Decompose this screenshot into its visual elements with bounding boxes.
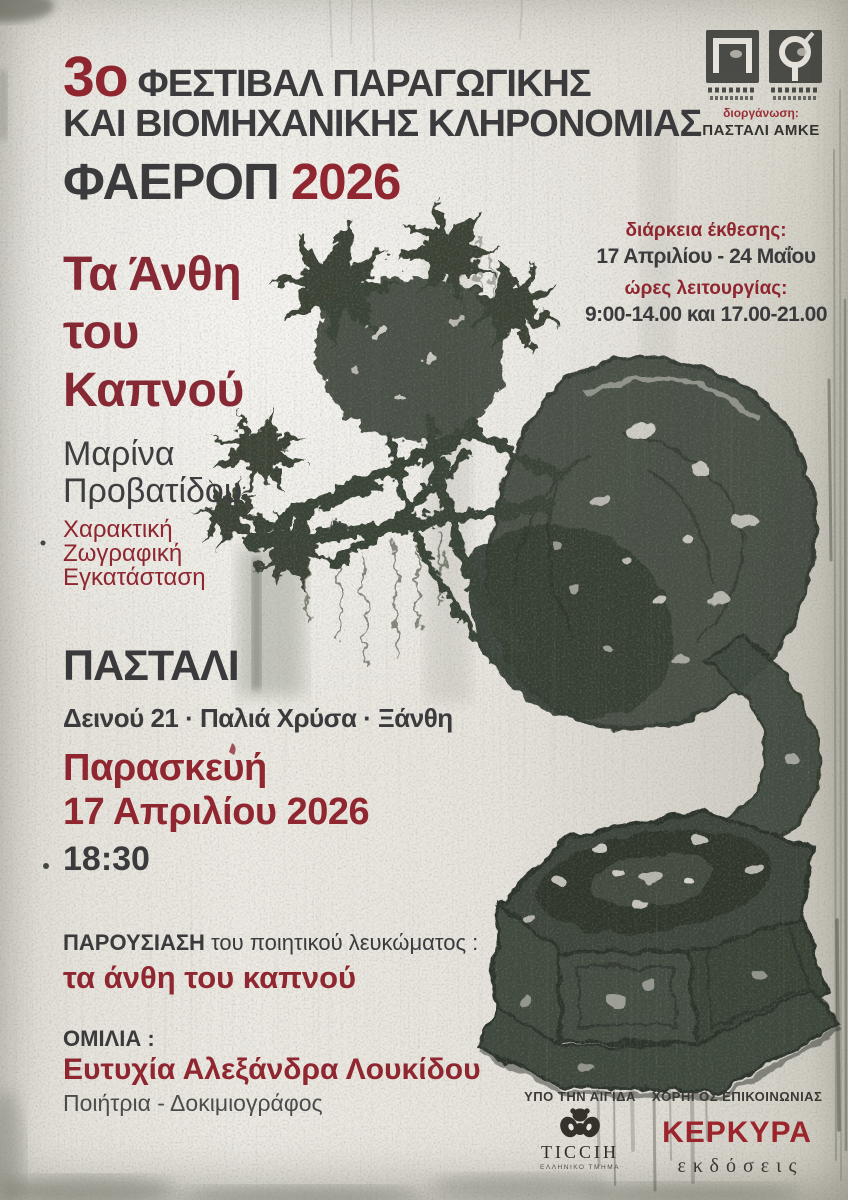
- presentation-label-strong: ΠΑΡΟΥΣΙΑΣΗ: [63, 930, 205, 955]
- speaker-role: Ποιήτρια - Δοκιμιογράφος: [63, 1090, 323, 1116]
- festival-title-line2: ΚΑΙ ΒΙΟΜΗΧΑΝΙΚΗΣ ΚΛΗΡΟΝΟΜΙΑΣ: [63, 103, 702, 145]
- festival-number: 3ο: [63, 45, 128, 109]
- event-date: 17 Απριλίου 2026: [63, 791, 370, 833]
- artwork-title-line: του: [63, 306, 139, 359]
- speaker-name: Ευτυχία Αλεξάνδρα Λουκίδου: [63, 1053, 481, 1086]
- organizer-label: διοργάνωση:: [723, 106, 799, 120]
- hours-label: ώρες λειτουργίας:: [624, 278, 788, 299]
- media-item: Ζωγραφική: [63, 540, 183, 567]
- duration-value: 17 Απριλίου - 24 Μαΐου: [596, 245, 816, 268]
- event-year: 2026: [290, 153, 401, 210]
- organizer-name: ΠΑΣΤΑΛΙ ΑΜΚΕ: [702, 122, 820, 139]
- event-day: Παρασκευή: [63, 747, 267, 789]
- event-time: 18:30: [63, 840, 150, 878]
- artist-name-line: Προβατίδου: [63, 472, 243, 510]
- artwork-title-line: Καπνού: [63, 364, 244, 417]
- venue-address: Δεινού 21 · Παλιά Χρύσα · Ξάνθη: [63, 703, 453, 733]
- pi-gateway-stamp-logo: [706, 30, 759, 98]
- media-item: Χαρακτική: [63, 516, 173, 543]
- exhibition-info: [556, 220, 848, 336]
- talk-label: ΟΜΙΛΙΑ :: [63, 1026, 155, 1051]
- artwork-title: [63, 246, 244, 420]
- hours-value: 9:00-14.00 και 17.00-21.00: [584, 303, 828, 326]
- sponsor-label: ΧΟΡΗΓΟΣ ΕΠΙΚΟΙΝΩΝΙΑΣ: [652, 1089, 823, 1104]
- event-name-year: [63, 152, 400, 211]
- ticcih-knot-emblem: [557, 1107, 603, 1141]
- book-title: τα άνθη του καπνού: [63, 960, 357, 995]
- festival-title-text: ΦΕΣΤΙΒΑΛ ΠΑΡΑΓΩΓΙΚΗΣ: [137, 63, 591, 105]
- festival-title-line1: [63, 44, 591, 110]
- duration-label: διάρκεια έκθεσης:: [625, 220, 787, 241]
- sponsor-block: [652, 1089, 822, 1178]
- artist-name: [63, 436, 242, 510]
- aegis-org-name: TICCIH: [541, 1142, 619, 1162]
- organizer-block: [672, 106, 848, 139]
- aegis-label: ΥΠΟ ΤΗΝ ΑΙΓΙΔΑ: [524, 1089, 636, 1104]
- aegis-block: [500, 1089, 660, 1171]
- media-item: Εγκατάσταση: [63, 564, 206, 591]
- organizer-logos: [706, 28, 824, 106]
- rho-loop-stamp-logo: [769, 30, 822, 98]
- artwork-title-line: Τα Άνθη: [63, 248, 242, 301]
- presentation-label: [63, 930, 478, 956]
- artist-name-line: Μαρίνα: [63, 435, 175, 473]
- sponsor-subtitle: εκδόσεις: [677, 1155, 804, 1177]
- artwork-media-list: [63, 518, 206, 590]
- event-name: ΦΑΕΡΟΠ: [63, 153, 279, 210]
- venue-name: ΠΑΣΤΑΛΙ: [63, 642, 239, 690]
- sponsor-name: ΚΕΡΚΥΡΑ: [662, 1116, 812, 1149]
- aegis-org-subtitle: ΕΛΛΗΝΙΚΟ ΤΜΗΜΑ: [540, 1164, 620, 1171]
- presentation-label-rest: του ποιητικού λευκώματος :: [204, 930, 479, 955]
